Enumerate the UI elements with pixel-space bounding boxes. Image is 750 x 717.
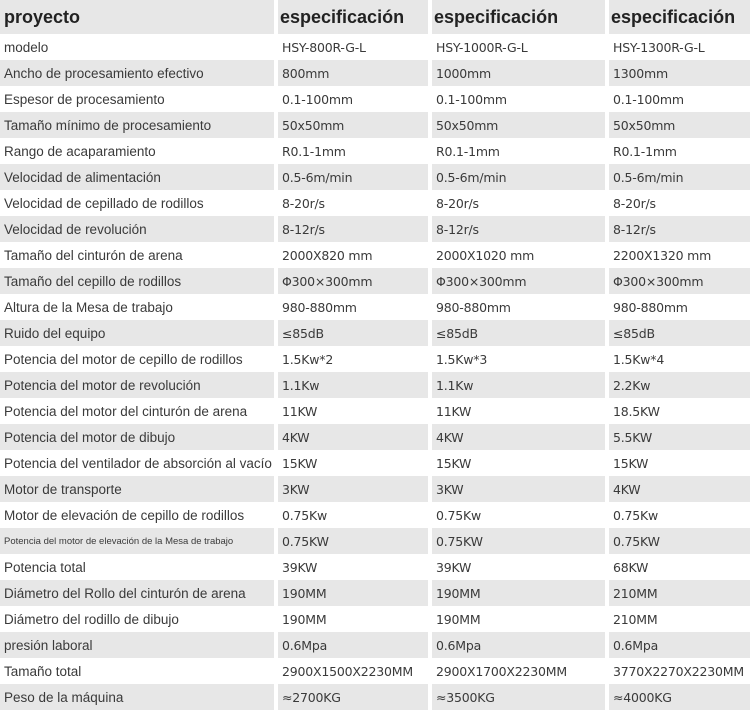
row-value: 0.1-100mm (609, 86, 750, 112)
row-value: 50x50mm (432, 112, 605, 138)
row-value: 190MM (432, 606, 605, 632)
row-value: Φ300×300mm (432, 268, 605, 294)
row-label: Espesor de procesamiento (0, 86, 274, 112)
row-label: Potencia del ventilador de absorción al vacío (0, 450, 274, 476)
row-label: Potencia del motor de cepillo de rodillos (0, 346, 274, 372)
row-value: 0.5-6m/min (278, 164, 428, 190)
row-value: 3KW (278, 476, 428, 502)
row-value: 3KW (432, 476, 605, 502)
row-label: Potencia del motor de dibujo (0, 424, 274, 450)
row-value: 1000mm (432, 60, 605, 86)
row-value: 11KW (432, 398, 605, 424)
row-value: 4KW (278, 424, 428, 450)
row-value: Φ300×300mm (278, 268, 428, 294)
row-value: 980-880mm (609, 294, 750, 320)
header-spec-3: especificación (609, 0, 750, 34)
row-value: 0.5-6m/min (609, 164, 750, 190)
row-value: 980-880mm (432, 294, 605, 320)
row-value: 11KW (278, 398, 428, 424)
row-label: modelo (0, 34, 274, 60)
row-value: 8-20r/s (278, 190, 428, 216)
row-value: ≈4000KG (609, 684, 750, 710)
row-value: 0.6Mpa (609, 632, 750, 658)
row-value: HSY-1000R-G-L (432, 34, 605, 60)
row-value: 2000X820 mm (278, 242, 428, 268)
row-value: 0.1-100mm (278, 86, 428, 112)
row-value: 1.1Kw (278, 372, 428, 398)
row-value: 8-12r/s (278, 216, 428, 242)
row-label: presión laboral (0, 632, 274, 658)
row-value: HSY-1300R-G-L (609, 34, 750, 60)
row-value: 190MM (278, 580, 428, 606)
row-value: Φ300×300mm (609, 268, 750, 294)
row-label: Tamaño del cinturón de arena (0, 242, 274, 268)
row-value: 1300mm (609, 60, 750, 86)
row-value: 39KW (278, 554, 428, 580)
row-value: 980-880mm (278, 294, 428, 320)
row-label: Tamaño del cepillo de rodillos (0, 268, 274, 294)
row-value: R0.1-1mm (278, 138, 428, 164)
row-value: R0.1-1mm (432, 138, 605, 164)
row-label: Rango de acaparamiento (0, 138, 274, 164)
row-value: 8-20r/s (432, 190, 605, 216)
row-value: 5.5KW (609, 424, 750, 450)
row-label: Peso de la máquina (0, 684, 274, 710)
row-label: Ruido del equipo (0, 320, 274, 346)
row-value: ≈2700KG (278, 684, 428, 710)
row-value: R0.1-1mm (609, 138, 750, 164)
row-value: 0.75Kw (278, 502, 428, 528)
row-value: 210MM (609, 580, 750, 606)
row-value: 0.75Kw (609, 502, 750, 528)
row-value: ≤85dB (432, 320, 605, 346)
row-value: 0.75KW (609, 528, 750, 554)
row-value: 1.5Kw*2 (278, 346, 428, 372)
row-value: 2200X1320 mm (609, 242, 750, 268)
row-value: 0.1-100mm (432, 86, 605, 112)
row-value: 8-12r/s (609, 216, 750, 242)
row-value: 3770X2270X2230MM (609, 658, 750, 684)
row-value: 1.1Kw (432, 372, 605, 398)
row-label: Velocidad de cepillado de rodillos (0, 190, 274, 216)
row-value: 18.5KW (609, 398, 750, 424)
row-value: HSY-800R-G-L (278, 34, 428, 60)
row-value: 0.6Mpa (278, 632, 428, 658)
row-value: 2000X1020 mm (432, 242, 605, 268)
row-label: Tamaño total (0, 658, 274, 684)
row-value: 0.75Kw (432, 502, 605, 528)
row-value: 4KW (432, 424, 605, 450)
row-value: 68KW (609, 554, 750, 580)
row-label: Tamaño mínimo de procesamiento (0, 112, 274, 138)
row-value: ≤85dB (278, 320, 428, 346)
row-value: 210MM (609, 606, 750, 632)
row-value: 0.6Mpa (432, 632, 605, 658)
row-value: 0.5-6m/min (432, 164, 605, 190)
row-label: Potencia del motor de elevación de la Mesa de trabajo (0, 528, 274, 554)
row-value: 190MM (278, 606, 428, 632)
row-label: Potencia del motor de revolución (0, 372, 274, 398)
row-value: ≤85dB (609, 320, 750, 346)
row-label: Ancho de procesamiento efectivo (0, 60, 274, 86)
row-label: Velocidad de revolución (0, 216, 274, 242)
row-value: 39KW (432, 554, 605, 580)
row-label: Motor de elevación de cepillo de rodillos (0, 502, 274, 528)
row-value: 800mm (278, 60, 428, 86)
row-value: 190MM (432, 580, 605, 606)
row-value: 0.75KW (432, 528, 605, 554)
row-label: Diámetro del rodillo de dibujo (0, 606, 274, 632)
row-value: 50x50mm (278, 112, 428, 138)
row-value: 15KW (278, 450, 428, 476)
row-label: Potencia del motor del cinturón de arena (0, 398, 274, 424)
row-value: 8-20r/s (609, 190, 750, 216)
row-value: 8-12r/s (432, 216, 605, 242)
row-value: 0.75KW (278, 528, 428, 554)
row-label: Altura de la Mesa de trabajo (0, 294, 274, 320)
row-value: 1.5Kw*3 (432, 346, 605, 372)
row-value: 2900X1700X2230MM (432, 658, 605, 684)
row-value: ≈3500KG (432, 684, 605, 710)
row-label: Motor de transporte (0, 476, 274, 502)
header-spec-2: especificación (432, 0, 605, 34)
row-value: 50x50mm (609, 112, 750, 138)
row-value: 2.2Kw (609, 372, 750, 398)
header-project: proyecto (0, 0, 274, 34)
row-value: 15KW (432, 450, 605, 476)
row-label: Diámetro del Rollo del cinturón de arena (0, 580, 274, 606)
row-value: 15KW (609, 450, 750, 476)
header-spec-1: especificación (278, 0, 428, 34)
row-label: Potencia total (0, 554, 274, 580)
row-label: Velocidad de alimentación (0, 164, 274, 190)
row-value: 1.5Kw*4 (609, 346, 750, 372)
row-value: 4KW (609, 476, 750, 502)
row-value: 2900X1500X2230MM (278, 658, 428, 684)
